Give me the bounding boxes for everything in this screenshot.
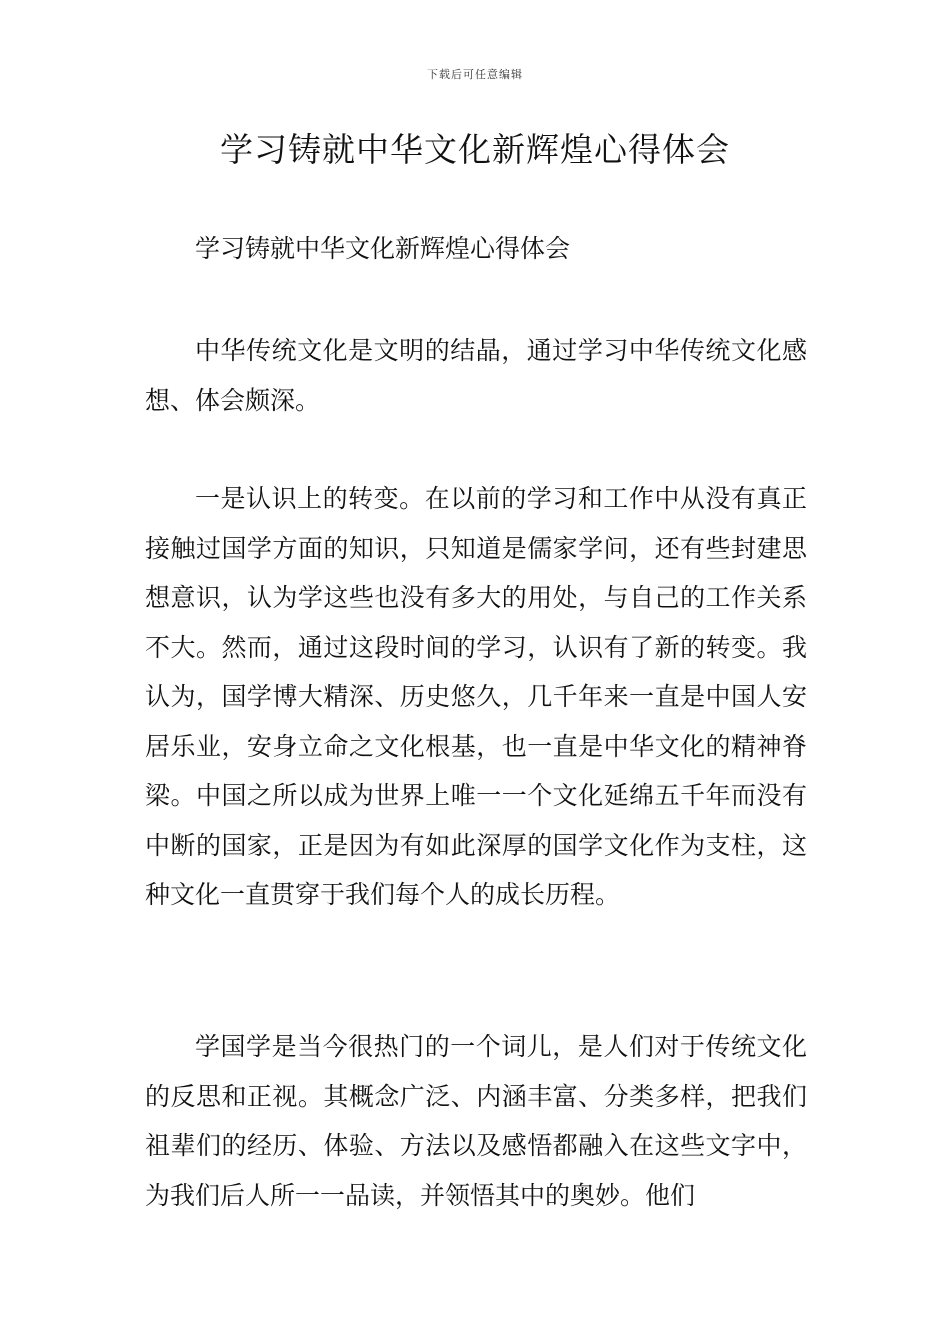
paragraph-guoxue: 学国学是当今很热门的一个词儿，是人们对于传统文化的反思和正视。其概念广泛、内涵丰富、分类多样，把我们祖辈们的经历、体验、方法以及感悟都融入在这些文字中，为我们后人所一一品读，并领悟其中的奥妙。他们 bbox=[145, 1032, 807, 1210]
paragraph-intro: 中华传统文化是文明的结晶，通过学习中华传统文化感想、体会颇深。 bbox=[145, 336, 807, 415]
paragraph-understanding: 一是认识上的转变。在以前的学习和工作中从没有真正接触过国学方面的知识，只知道是儒家学问，还有些封建思想意识，认为学这些也没有多大的用处，与自己的工作关系不大。然而，通过这段时间的学习，认识有了新的转变。我认为，国学博大精深、历史悠久，几千年来一直是中国人安居乐业，安身立命之文化根基，也一直是中华文化的精神脊梁。中国之所以成为世界上唯一一个文化延绵五千年而没有中断的国家，正是因为有如此深厚的国学文化作为支柱，这种文化一直贯穿于我们每个人的成长历程。 bbox=[145, 484, 807, 909]
header-note: 下载后可任意编辑 bbox=[427, 68, 523, 81]
document-subtitle: 学习铸就中华文化新辉煌心得体会 bbox=[195, 234, 571, 263]
document-title: 学习铸就中华文化新辉煌心得体会 bbox=[220, 130, 730, 169]
